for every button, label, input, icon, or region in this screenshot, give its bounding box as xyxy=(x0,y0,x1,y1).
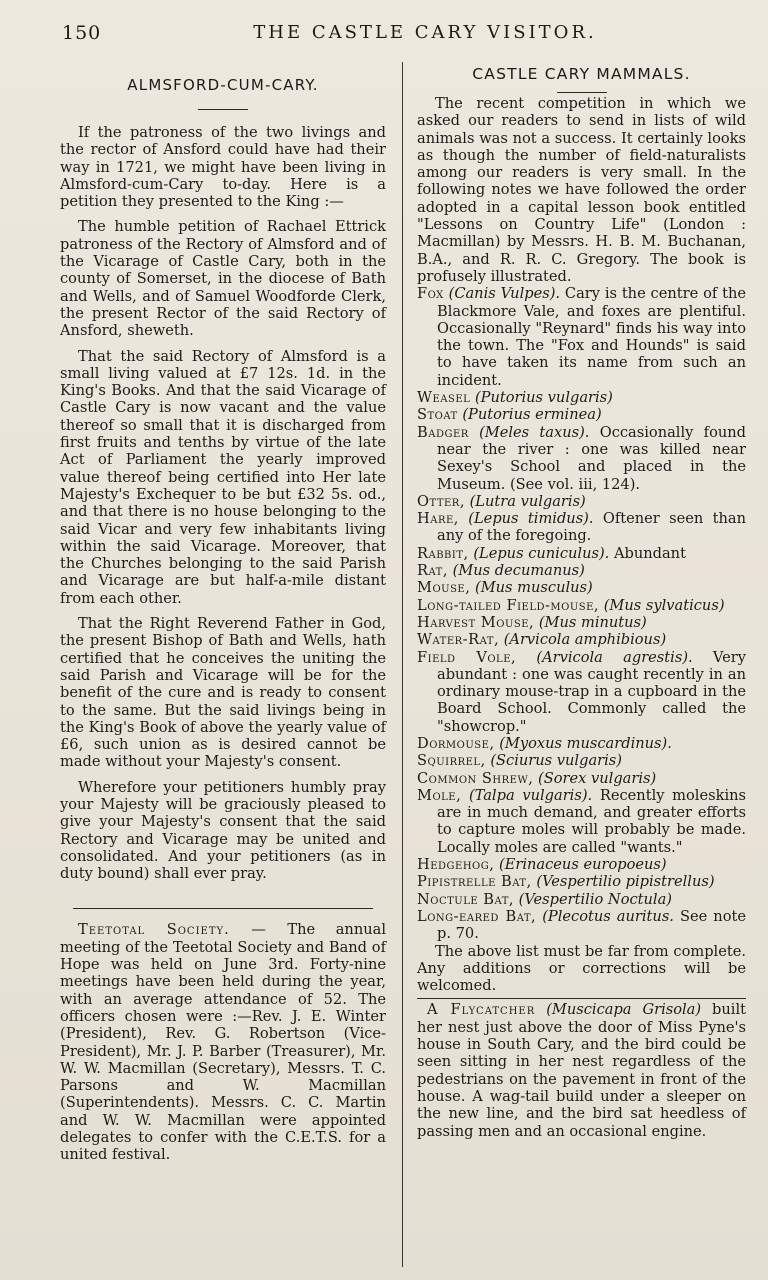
teetotal-paragraph xyxy=(60,921,386,1163)
mammal-list xyxy=(417,285,746,942)
mammal-name: Long-tailed Field-mouse, xyxy=(417,596,600,614)
mammal-latin-name: (Mus sylvaticus) xyxy=(603,596,725,614)
mammal-latin-name: (Mus minutus) xyxy=(538,613,647,631)
mammal-name: Dormouse, xyxy=(417,734,495,752)
mammal-entry xyxy=(417,891,746,908)
mammal-name: Hedgehog, xyxy=(417,856,495,874)
mammal-entry xyxy=(417,406,746,423)
mammal-entry xyxy=(417,614,746,631)
mammal-name: Otter, xyxy=(417,492,465,510)
almsford-paragraph: Wherefore your petitioners humbly pray your Majesty will be graciously pleased to give your Majesty's consent that the said Rectory and Vicarage may be united and consolidated. And your petitioners (as in duty bound) shall ever pray. xyxy=(60,778,386,883)
column-divider xyxy=(402,62,403,1267)
mammal-latin-name: (Putorius erminea) xyxy=(462,406,602,424)
mammal-entry xyxy=(417,285,746,389)
mammal-latin-name: (Mus musculus) xyxy=(475,579,593,597)
mammal-note: Occasionally found near the river : one was killed near Sexey's School and placed in the Museum. (See vol. iii, 124). xyxy=(437,423,746,493)
mammal-note: Very abundant : one was caught recently in an ordinary mouse-trap in a cupboard in the Board School. Commonly called the "showcrop." xyxy=(437,648,746,735)
mammal-entry xyxy=(417,579,746,596)
mammal-name: Weasel xyxy=(417,389,471,407)
flycatcher-label: A Flycatcher xyxy=(427,1001,536,1019)
flycatcher-paragraph xyxy=(417,1001,746,1139)
mammal-entry xyxy=(417,908,746,943)
flycatcher-text: built her nest just above the door of Miss Pyne's house in South Cary, and the bird could be seen sitting in her nest regardless of the pedestrians on the pavement in front of the house. A wag-tail build under a sleeper on the new line, and the bird sat heedless of passing men and an occasional engine. xyxy=(417,1001,746,1140)
right-column xyxy=(417,60,746,1140)
mammal-entry xyxy=(417,510,746,545)
flycatcher-latin: (Muscicapa Grisola) xyxy=(535,1001,702,1019)
almsford-heading: ALMSFORD-CUM-CARY. xyxy=(127,76,319,94)
mammal-latin-name: (Arvicola amphibious) xyxy=(503,631,667,649)
journal-title: THE CASTLE CARY VISITOR. xyxy=(253,22,597,43)
mammal-name: Mole, xyxy=(417,786,462,804)
mammal-latin-name: (Myoxus muscardinus). xyxy=(499,734,672,752)
almsford-paragraph: That the Right Reverend Father in God, the present Bishop of Bath and Wells, hath certified that he conceives the uniting the said Parish and Vicarage will be for the benefit of the cure and is ready to consent to the same. But the said livings being in the King's Book of above the yearly value of £6, such union as is desired cannot be made without your Majesty's consent. xyxy=(60,615,386,771)
mammal-name: Long-eared Bat, xyxy=(417,907,537,925)
heading-rule xyxy=(557,92,607,93)
mammal-latin-name: (Lutra vulgaris) xyxy=(469,492,586,510)
mammal-note: Abundant xyxy=(609,544,686,562)
mammal-entry xyxy=(417,752,746,769)
mammal-latin-name: (Plecotus auritus. xyxy=(542,907,674,925)
mammal-latin-name: (Canis Vulpes). xyxy=(448,285,561,303)
running-head xyxy=(62,22,748,48)
mammal-note: See note p. 70. xyxy=(437,907,746,943)
mammal-name: Noctule Bat, xyxy=(417,890,515,908)
mammal-name: Hare, xyxy=(417,510,459,528)
teetotal-label: Teetotal Society. — xyxy=(78,921,267,939)
mammal-name: Badger xyxy=(417,423,469,441)
mammal-name: Mouse, xyxy=(417,579,471,597)
mammal-latin-name: (Mus decumanus) xyxy=(452,562,585,580)
mammal-name: Common Shrew, xyxy=(417,769,534,787)
mammal-entry xyxy=(417,545,746,562)
mammal-entry xyxy=(417,597,746,614)
mammal-note: Recently moleskins are in much demand, and greater efforts to capture moles will probably be made. Locally moles are called "wants." xyxy=(437,786,746,856)
mammal-name: Harvest Mouse, xyxy=(417,613,535,631)
section-separator xyxy=(417,998,746,999)
mammal-latin-name: (Sorex vulgaris) xyxy=(538,769,657,787)
mammal-name: Water-Rat, xyxy=(417,631,500,649)
mammal-name: Fox xyxy=(417,285,444,303)
mammal-note: Cary is the centre of the Blackmore Vale, and foxes are plentiful. Occasionally "Reynard" finds his way into the town. The "Fox and Hounds" is said to have taken its name from such an incident. xyxy=(437,285,746,389)
mammal-latin-name: (Arvicola agrestis). xyxy=(536,648,693,666)
mammal-latin-name: (Lepus timidus). xyxy=(468,510,594,528)
mammal-latin-name: (Talpa vulgaris). xyxy=(468,786,593,804)
left-column xyxy=(60,60,386,1164)
section-separator xyxy=(73,908,373,909)
mammal-name: Stoat xyxy=(417,406,458,424)
mammals-intro: The recent competition in which we asked our readers to send in lists of wild animals was not a success. It certainly looks as though the number of field-naturalists among our readers is very small. In the following notes we have followed the order adopted in a capital lesson book entitled "Lessons on Country Life" (London : Macmillan) by Messrs. H. B. M. Buchanan, B.A., and R. R. C. Gregory. The book is profusely illustrated. xyxy=(417,95,746,285)
mammal-name: Rat, xyxy=(417,562,448,580)
mammal-entry xyxy=(417,770,746,787)
almsford-paragraph: If the patroness of the two livings and the rector of Ansford could have had their way in 1721, we might have been living in Almsford-cum-Cary to-day. Here is a petition they presented to the King :— xyxy=(60,124,386,211)
mammal-entry xyxy=(417,649,746,735)
mammal-latin-name: (Putorius vulgaris) xyxy=(474,389,613,407)
mammal-entry xyxy=(417,493,746,510)
mammal-entry xyxy=(417,562,746,579)
mammals-heading: CASTLE CARY MAMMALS. xyxy=(472,65,691,83)
almsford-paragraph: The humble petition of Rachael Ettrick patroness of the Rectory of Almsford and of the Vicarage of Castle Cary, both in the county of Somerset, in the diocese of Bath and Wells, and of Samuel Woodforde Clerk, the present Rector of the said Rectory of Ansford, sheweth. xyxy=(60,218,386,340)
mammal-latin-name: (Erinaceus europoeus) xyxy=(499,856,667,874)
mammal-note: Oftener seen than any of the foregoing. xyxy=(437,510,747,545)
mammal-entry xyxy=(417,631,746,648)
heading-rule xyxy=(198,109,248,110)
mammal-entry xyxy=(417,389,746,406)
mammal-entry xyxy=(417,735,746,752)
mammals-closing: The above list must be far from complete. Any additions or corrections will be welcomed. xyxy=(417,942,746,995)
mammal-entry xyxy=(417,787,746,856)
mammal-latin-name: (Sciurus vulgaris) xyxy=(490,752,622,770)
almsford-paragraph: That the said Rectory of Almsford is a small living valued at £7 12s. 1d. in the King's Books. And that the said Vicarage of Castle Cary is now vacant and the value thereof so small that it is discharged from first fruits and tenths by virtue of the late Act of Parliament the yearly improved value thereof being certified into Her late Majesty's Exchequer to be but £32 5s. od., and that there is no house belonging to the said Vicar and very few inhabitants living within the said Vicarage. Moreover, that the Churches belonging to the said Parish and Vicarage are but half-a-mile distant from each other. xyxy=(60,347,386,607)
mammal-entry xyxy=(417,856,746,873)
mammal-name: Field Vole, xyxy=(417,648,517,666)
mammal-name: Rabbit, xyxy=(417,544,469,562)
teetotal-text: The annual meeting of the Teetotal Society and Band of Hope was held on June 3rd. Forty-nine meetings have been held during the year, with an average attendance of 52. The officers chosen were :—Rev. J. E. Winter (President), Rev. G. Robertson (Vice-President), Mr. J. P. Barber (Treasurer), Mr. W. W. Macmillan (Secretary), Messrs. T. C. Parsons and W. Macmillan (Superintendents). Messrs. C. C. Martin and W. W. Macmillan were appointed delegates to confer with the C.E.T.S. for a united festival. xyxy=(60,921,386,1164)
mammal-entry xyxy=(417,873,746,890)
page-number: 150 xyxy=(62,22,102,44)
mammal-latin-name: (Vespertilio Noctula) xyxy=(518,890,672,908)
mammal-name: Squirrel, xyxy=(417,752,486,770)
mammal-name: Pipistrelle Bat, xyxy=(417,873,532,891)
mammal-entry xyxy=(417,424,746,493)
mammal-latin-name: (Meles taxus). xyxy=(479,423,590,441)
mammal-latin-name: (Lepus cuniculus). xyxy=(473,544,610,562)
mammal-latin-name: (Vespertilio pipistrellus) xyxy=(536,873,715,891)
